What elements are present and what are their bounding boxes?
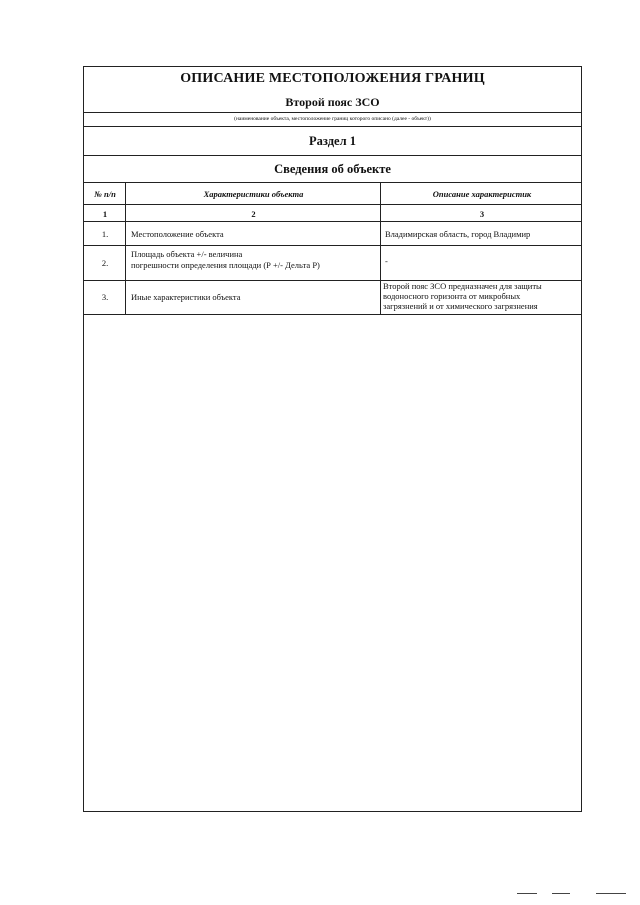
column-number: 1 <box>102 209 108 219</box>
title-block <box>84 67 581 113</box>
row-index: 3. <box>101 292 109 302</box>
document-frame <box>83 66 582 812</box>
table-row <box>84 281 581 315</box>
column-divider <box>380 183 381 315</box>
row-characteristic: Местоположение объекта <box>131 229 224 239</box>
row-index: 1. <box>101 229 109 239</box>
table-header-row <box>84 183 581 205</box>
scan-mark <box>517 893 537 894</box>
scan-mark <box>552 893 570 894</box>
row-description-line: Второй пояс ЗСО предназначен для защиты <box>383 281 542 291</box>
header-index: № п/п <box>94 189 116 199</box>
row-characteristic: Иные характеристики объекта <box>131 292 241 302</box>
caption-row <box>84 113 581 127</box>
column-number: 3 <box>479 209 485 219</box>
section-label: Раздел 1 <box>309 134 356 148</box>
row-characteristic-line: Площадь объекта +/- величина <box>131 249 243 259</box>
row-description: - <box>385 256 388 266</box>
row-description-line: водоносного горизонта от микробных <box>383 291 521 301</box>
object-caption: (наименование объекта, местоположение границ которого описано (далее - объект)) <box>234 116 431 122</box>
column-divider <box>125 183 126 315</box>
section-row <box>84 127 581 156</box>
scan-mark <box>596 893 626 894</box>
table-row <box>84 222 581 246</box>
row-description: Владимирская область, город Владимир <box>385 229 531 239</box>
row-characteristic-line: погрешности определения площади (Р +/- Дельта Р) <box>131 260 320 270</box>
document-title: ОПИСАНИЕ МЕСТОПОЛОЖЕНИЯ ГРАНИЦ <box>180 71 485 86</box>
section-title: Сведения об объекте <box>274 162 391 176</box>
table-row <box>84 246 581 281</box>
section-title-row <box>84 156 581 183</box>
column-number-row <box>84 205 581 222</box>
row-description-line: загрязнений и от химического загрязнения <box>383 301 538 311</box>
object-name: Второй пояс ЗСО <box>285 95 380 109</box>
column-number: 2 <box>251 209 256 219</box>
row-index: 2. <box>101 258 109 268</box>
header-description: Описание характеристик <box>432 189 532 199</box>
header-characteristic: Характеристики объекта <box>203 189 304 199</box>
